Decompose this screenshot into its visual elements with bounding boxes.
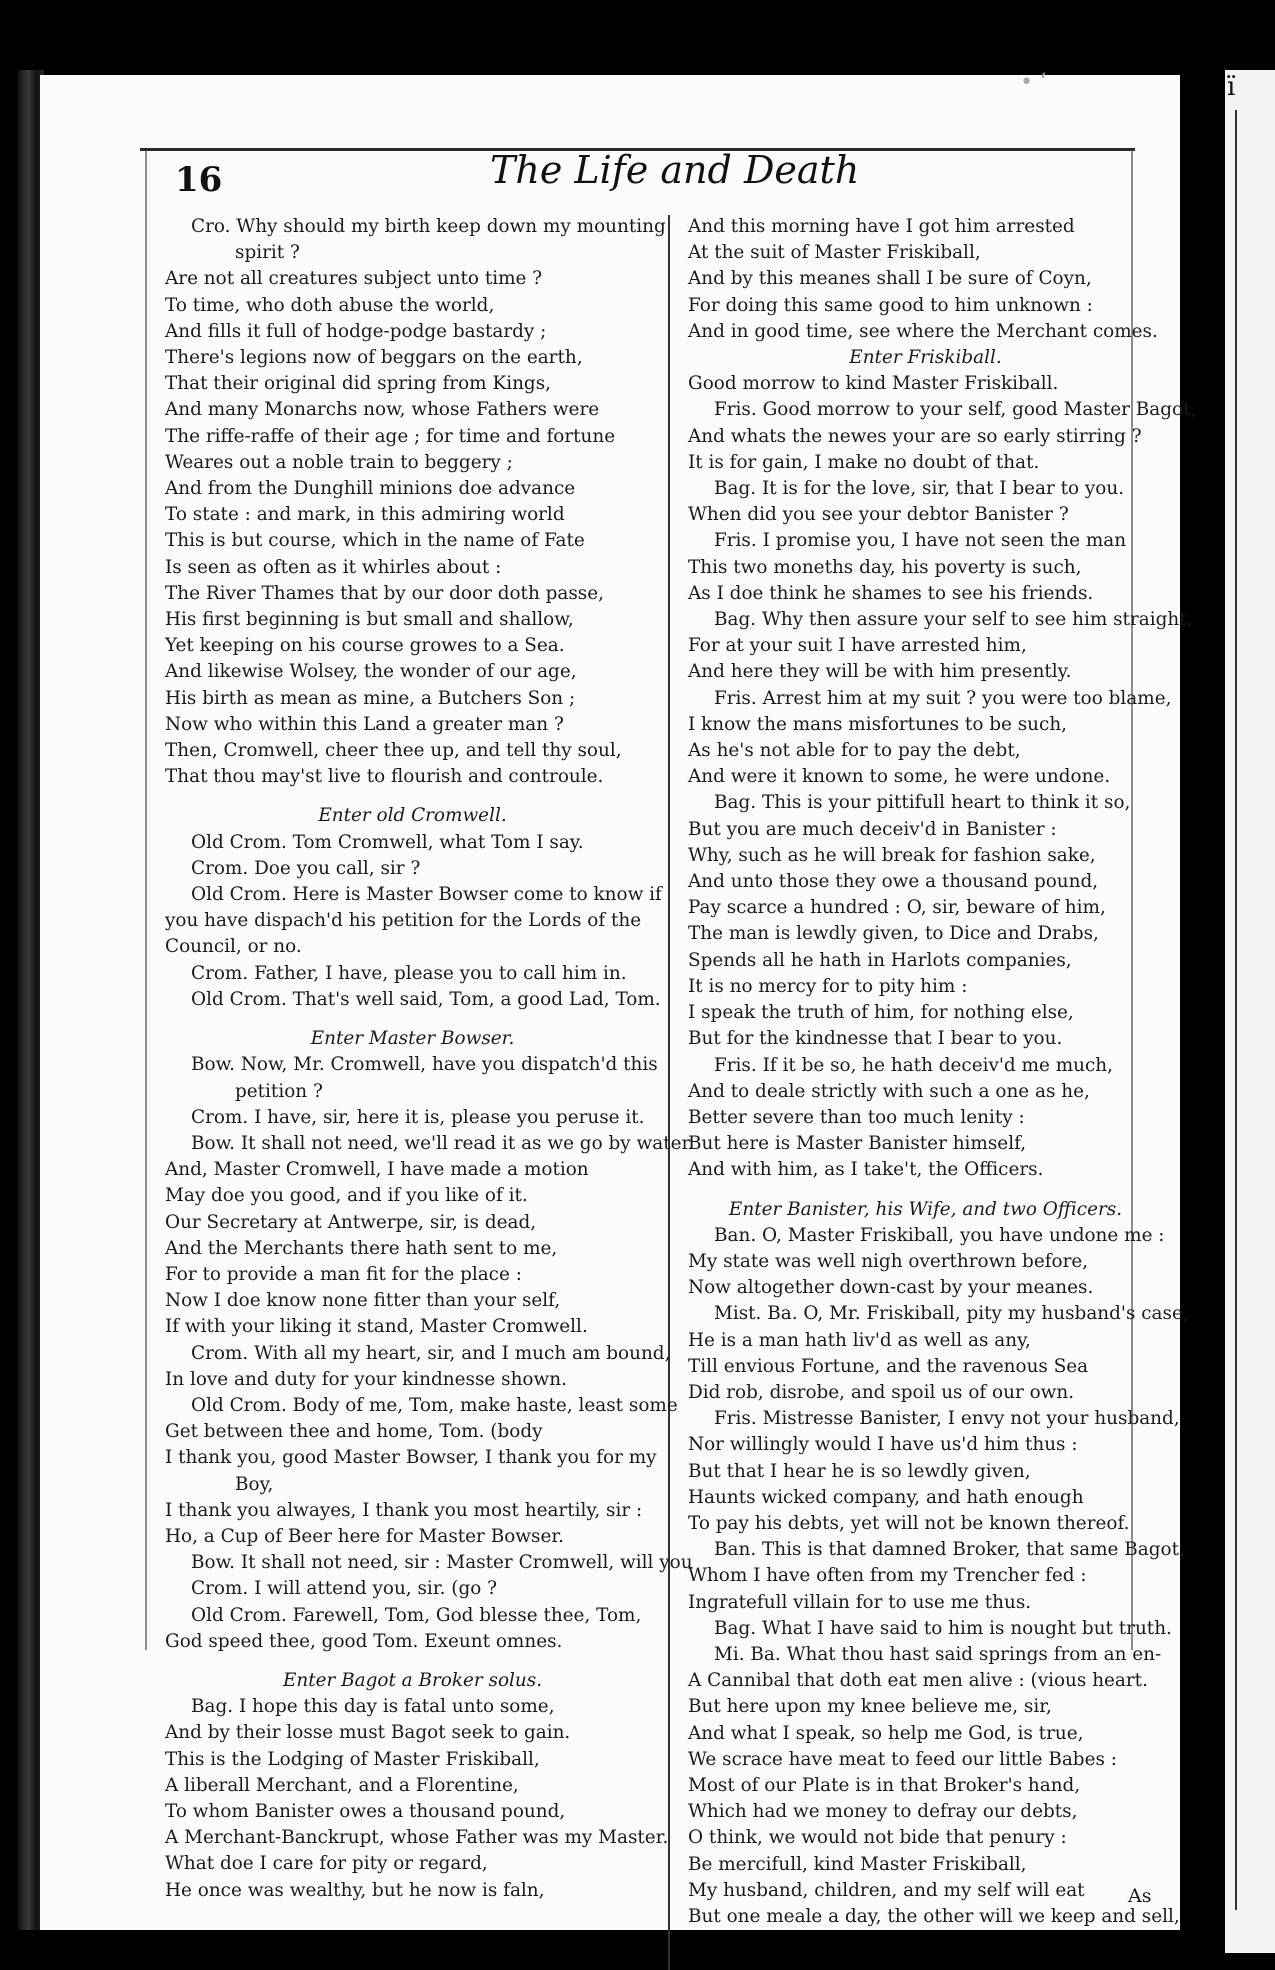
text-line: And unto those they owe a thousand pound,: [688, 871, 1099, 893]
column-divider: [668, 215, 670, 1970]
text-line: It is no mercy for to pity him :: [688, 975, 968, 997]
text-line: But for the kindnesse that I bear to you.: [688, 1028, 1063, 1050]
text-line: That their original did spring from Kings,: [165, 373, 551, 395]
text-line: My husband, children, and my self will eat: [688, 1879, 1085, 1901]
text-line: A liberall Merchant, and a Florentine,: [165, 1774, 519, 1796]
text-line: And here they will be with him presently.: [688, 661, 1072, 683]
text-line: Mi. Ba. What thou hast said springs from an en-: [714, 1643, 1162, 1665]
stage-direction: Enter Banister, his Wife, and two Officers.: [728, 1198, 1123, 1220]
text-line: To state : and mark, in this admiring world: [165, 504, 565, 526]
text-line: And, Master Cromwell, I have made a motion: [165, 1159, 589, 1181]
text-line: Pay scarce a hundred : O, sir, beware of him,: [688, 897, 1106, 919]
text-line: spirit ?: [235, 242, 300, 264]
text-line: But one meale a day, the other will we keep and sell,: [688, 1906, 1180, 1927]
text-line: And likewise Wolsey, the wonder of our age,: [165, 661, 577, 683]
text-line: It is for gain, I make no doubt of that.: [688, 451, 1040, 473]
text-line: Good morrow to kind Master Friskiball.: [688, 373, 1059, 395]
text-line: Old Crom. Body of me, Tom, make haste, least some: [191, 1394, 678, 1416]
text-line: Better severe than too much lenity :: [688, 1106, 1025, 1128]
facing-page-mark: ï: [1227, 72, 1236, 102]
text-line: Fris. Arrest him at my suit ? you were too blame,: [714, 687, 1172, 709]
text-line: This is but course, which in the name of Fate: [165, 530, 585, 552]
text-line: Get between thee and home, Tom. (body: [165, 1421, 543, 1443]
text-line: And the Merchants there hath sent to me,: [165, 1237, 558, 1259]
text-line: The man is lewdly given, to Dice and Drabs,: [688, 923, 1099, 945]
text-line: The riffe-raffe of their age ; for time and fortune: [165, 425, 616, 447]
text-line: His birth as mean as mine, a Butchers Son ;: [165, 687, 576, 709]
text-line: Bow. It shall not need, sir : Master Cromwell, will you: [191, 1552, 693, 1574]
text-line: Ban. This is that damned Broker, that same Bagot,: [714, 1539, 1185, 1561]
text-line: Boy,: [235, 1473, 274, 1495]
text-line: Ingratefull villain for to use me thus.: [688, 1591, 1032, 1613]
running-head: The Life and Death: [490, 148, 860, 192]
text-line: To whom Banister owes a thousand pound,: [165, 1800, 566, 1822]
text-line: Crom. I have, sir, here it is, please you peruse it.: [191, 1106, 645, 1128]
text-line: Then, Cromwell, cheer thee up, and tell thy soul,: [165, 740, 622, 762]
line-gap: [165, 1655, 660, 1668]
top-mark: • ‘: [1020, 70, 1047, 95]
text-line: Bag. I hope this day is fatal unto some,: [191, 1696, 555, 1718]
text-line: And in good time, see where the Merchant comes.: [688, 320, 1158, 342]
text-line: To pay his debts, yet will not be known thereof.: [688, 1512, 1130, 1534]
right-column: [688, 214, 1197, 1930]
text-line: Be mercifull, kind Master Friskiball,: [688, 1853, 1027, 1875]
facing-page-rule: [1235, 110, 1237, 1910]
text-line: Ban. O, Master Friskiball, you have undone me :: [714, 1224, 1165, 1246]
text-line: Bow. Now, Mr. Cromwell, have you dispatch'd this: [191, 1054, 658, 1076]
text-line: If with your liking it stand, Master Cromwell.: [165, 1316, 588, 1338]
text-line: Bag. What I have said to him is nought but truth.: [714, 1617, 1172, 1639]
text-line: I speak the truth of him, for nothing else,: [688, 1002, 1074, 1024]
text-line: This two moneths day, his poverty is such,: [688, 556, 1082, 578]
text-line: Are not all creatures subject unto time ?: [165, 268, 543, 290]
text-line: And by this meanes shall I be sure of Coyn,: [688, 268, 1092, 290]
facing-page-edge: [1225, 70, 1275, 1953]
line-gap: [688, 1184, 1163, 1197]
text-line: And whats the newes your are so early stirring ?: [688, 425, 1142, 447]
stage-direction: Enter Bagot a Broker solus.: [282, 1669, 543, 1691]
text-line: petition ?: [235, 1080, 323, 1102]
left-column: [165, 214, 695, 1904]
text-line: Now I doe know none fitter than your self,: [165, 1290, 561, 1312]
text-line: Fris. I promise you, I have not seen the man: [714, 530, 1127, 552]
text-line: Till envious Fortune, and the ravenous Sea: [688, 1355, 1089, 1377]
text-line: Mist. Ba. O, Mr. Friskiball, pity my husband's case,: [714, 1303, 1189, 1325]
text-line: Why, such as he will break for fashion sake,: [688, 844, 1096, 866]
text-line: Bag. Why then assure your self to see him straight,: [714, 609, 1193, 631]
left-border-rule: [145, 150, 147, 1650]
text-line: The River Thames that by our door doth passe,: [165, 582, 604, 604]
text-line: Bag. This is your pittifull heart to think it so,: [714, 792, 1131, 814]
text-line: Old Crom. Farewell, Tom, God blesse thee, Tom,: [191, 1604, 642, 1626]
stage-direction: Enter Master Bowser.: [310, 1028, 515, 1050]
text-line: His first beginning is but small and shallow,: [165, 609, 574, 631]
text-line: Old Crom. Here is Master Bowser come to know if: [191, 884, 662, 906]
text-line: There's legions now of beggars on the earth,: [165, 347, 583, 369]
text-line: But that I hear he is so lewdly given,: [688, 1460, 1031, 1482]
text-line: A Cannibal that doth eat men alive : (vious heart.: [688, 1670, 1148, 1692]
text-line: As he's not able for to pay the debt,: [688, 740, 1021, 762]
text-line: And by their losse must Bagot seek to gain.: [165, 1722, 571, 1744]
text-line: Spends all he hath in Harlots companies,: [688, 949, 1072, 971]
text-line: And with him, as I take't, the Officers.: [688, 1159, 1044, 1181]
text-line: O think, we would not bide that penury :: [688, 1827, 1067, 1849]
text-line: Crom. I will attend you, sir. (go ?: [191, 1578, 498, 1600]
text-line: What doe I care for pity or regard,: [165, 1853, 488, 1875]
text-line: As I doe think he shames to see his friends.: [688, 582, 1094, 604]
text-line: At the suit of Master Friskiball,: [688, 242, 981, 264]
text-line: That thou may'st live to flourish and controule.: [165, 766, 604, 788]
text-line: Which had we money to defray our debts,: [688, 1801, 1078, 1823]
text-line: Old Crom. That's well said, Tom, a good Lad, Tom.: [191, 988, 661, 1010]
text-line: I thank you alwayes, I thank you most heartily, sir :: [165, 1499, 643, 1521]
text-line: Bag. It is for the love, sir, that I bear to you.: [714, 478, 1125, 500]
catchword: As: [1128, 1885, 1152, 1907]
line-gap: [165, 790, 660, 803]
line-gap: [165, 1013, 660, 1026]
text-line: Old Crom. Tom Cromwell, what Tom I say.: [191, 831, 584, 853]
text-line: For at your suit I have arrested him,: [688, 635, 1027, 657]
text-line: Ho, a Cup of Beer here for Master Bowser.: [165, 1525, 564, 1547]
text-line: Council, or no.: [165, 936, 302, 958]
text-line: In love and duty for your kindnesse shown.: [165, 1368, 567, 1390]
text-line: Fris. Good morrow to your self, good Master Bagot,: [714, 399, 1197, 421]
text-line: Is seen as often as it whirles about :: [165, 556, 502, 578]
text-line: But here upon my knee believe me, sir,: [688, 1696, 1052, 1718]
text-line: My state was well nigh overthrown before,: [688, 1250, 1089, 1272]
text-line: We scrace have meat to feed our little Babes :: [688, 1748, 1117, 1770]
text-line: And many Monarchs now, whose Fathers were: [165, 399, 600, 421]
text-line: Most of our Plate is in that Broker's hand,: [688, 1774, 1081, 1796]
text-line: Now who within this Land a greater man ?: [165, 713, 564, 735]
text-line: Now altogether down-cast by your meanes.: [688, 1277, 1094, 1299]
text-line: A Merchant-Banckrupt, whose Father was my Master.: [165, 1827, 669, 1849]
text-line: Crom. Father, I have, please you to call him in.: [191, 962, 627, 984]
text-line: But here is Master Banister himself,: [688, 1133, 1027, 1155]
text-line: Cro. Why should my birth keep down my mounting: [191, 216, 666, 237]
text-line: you have dispach'd his petition for the Lords of the: [165, 910, 642, 932]
text-line: For doing this same good to him unknown :: [688, 294, 1093, 316]
text-line: And to deale strictly with such a one as he,: [688, 1080, 1090, 1102]
text-line: I thank you, good Master Bowser, I thank you for my: [165, 1447, 657, 1469]
stage-direction: Enter Friskiball.: [849, 347, 1002, 369]
text-line: And what I speak, so help me God, is true,: [688, 1722, 1084, 1744]
text-line: For to provide a man fit for the place :: [165, 1263, 522, 1285]
text-line: When did you see your debtor Banister ?: [688, 504, 1069, 526]
text-line: Nor willingly would I have us'd him thus :: [688, 1434, 1078, 1456]
text-line: Fris. Mistresse Banister, I envy not your husband,: [714, 1408, 1180, 1430]
text-line: To time, who doth abuse the world,: [165, 294, 495, 316]
text-line: Weares out a noble train to beggery ;: [165, 451, 513, 473]
text-line: Yet keeping on his course growes to a Sea.: [165, 635, 565, 657]
text-line: And from the Dunghill minions doe advance: [165, 478, 576, 500]
text-line: Crom. Doe you call, sir ?: [191, 857, 421, 879]
text-line: Did rob, disrobe, and spoil us of our own.: [688, 1381, 1075, 1403]
text-line: May doe you good, and if you like of it.: [165, 1185, 528, 1207]
text-line: Our Secretary at Antwerpe, sir, is dead,: [165, 1211, 537, 1233]
text-line: And this morning have I got him arrested: [688, 216, 1075, 237]
text-line: He is a man hath liv'd as well as any,: [688, 1329, 1031, 1351]
page-number: 16: [175, 160, 223, 200]
text-line: But you are much deceiv'd in Banister :: [688, 818, 1057, 840]
text-line: Haunts wicked company, and hath enough: [688, 1486, 1084, 1508]
stage-direction: Enter old Cromwell.: [318, 805, 507, 827]
text-line: Bow. It shall not need, we'll read it as we go by water.: [191, 1132, 695, 1154]
text-line: He once was wealthy, but he now is faln,: [165, 1879, 545, 1901]
text-line: Crom. With all my heart, sir, and I much am bound,: [191, 1342, 671, 1364]
text-line: Whom I have often from my Trencher fed :: [688, 1565, 1087, 1587]
text-line: And were it known to some, he were undone.: [688, 766, 1111, 788]
text-line: I know the mans misfortunes to be such,: [688, 713, 1068, 735]
text-line: God speed thee, good Tom. Exeunt omnes.: [165, 1630, 563, 1652]
text-line: This is the Lodging of Master Friskiball,: [165, 1748, 540, 1770]
text-line: And fills it full of hodge-podge bastardy ;: [165, 320, 547, 342]
text-line: Fris. If it be so, he hath deceiv'd me much,: [714, 1054, 1113, 1076]
